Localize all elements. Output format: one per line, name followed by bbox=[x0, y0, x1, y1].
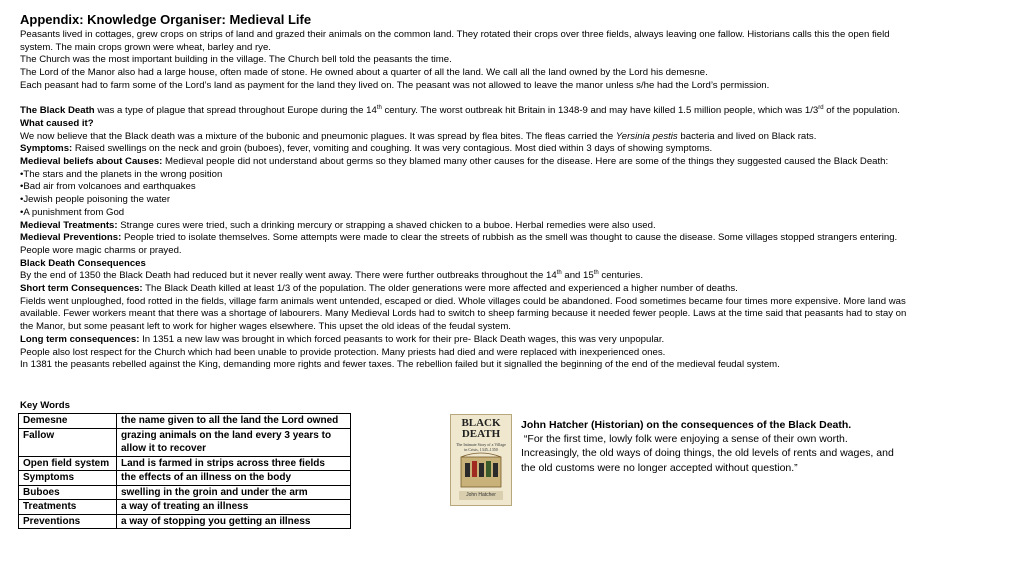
treatments-label: Medieval Treatments: bbox=[20, 219, 118, 231]
short-term-label: Short term Consequences: bbox=[20, 283, 143, 295]
long-term-text: In 1351 a new law was brought in which forced peasants to work for their pre- Black Death wages, this was very unpopular. bbox=[139, 333, 665, 345]
belief-item bbox=[20, 194, 920, 207]
black-death-term: The Black Death bbox=[20, 105, 95, 117]
term-cell: Fallow bbox=[19, 428, 117, 456]
bullet-icon: • bbox=[20, 194, 24, 206]
belief-text: Jewish people poisoning the water bbox=[23, 194, 171, 206]
belief-item bbox=[20, 207, 920, 220]
body-text bbox=[20, 29, 920, 372]
table-row bbox=[19, 456, 351, 471]
definition-cell: a way of stopping you getting an illness bbox=[117, 514, 351, 529]
term-cell: Preventions bbox=[19, 514, 117, 529]
symptoms-label: Symptoms: bbox=[20, 143, 73, 155]
book-author: John Hatcher bbox=[459, 491, 503, 500]
cause-heading bbox=[20, 118, 920, 131]
bacteria-name: Yersinia pestis bbox=[615, 130, 678, 142]
bd-sup: th bbox=[376, 105, 382, 112]
bullet-icon: • bbox=[20, 181, 24, 193]
belief-text: A punishment from God bbox=[23, 206, 125, 218]
belief-item bbox=[20, 181, 920, 194]
consequences-heading bbox=[20, 258, 920, 271]
term-cell: Symptoms bbox=[19, 471, 117, 486]
definition-cell: a way of treating an illness bbox=[117, 500, 351, 515]
book-cover-image bbox=[450, 414, 512, 506]
life-paragraph: Each peasant had to farm some of the Lord’s land as payment for the land they lived on. The peasant was not allowed to leave the manor unless s/he had the Lord’s permission. bbox=[20, 79, 770, 91]
life-paragraph: Peasants lived in cottages, grew crops on strips of land and grazed their animals on the common land. They rotated their crops over three fields, always leaving one fallow. Historians calls this the open field system. The main crops grown were wheat, barley and rye. bbox=[20, 29, 890, 53]
life-paragraph: The Lord of the Manor also had a large house, often made of stone. He owned about a quarter of all the land. We call all the land owned by the Lord his demesne. bbox=[20, 67, 708, 79]
quote-text: “For the first time, lowly folk were enjoying a sense of their own worth. Increasingly, the old ways of doing things, the old levels of rents and wages, and the old customs were no longer accepted without question.” bbox=[521, 433, 894, 474]
historian-quote bbox=[521, 418, 906, 475]
cons-text: and 15 bbox=[561, 270, 594, 282]
short-term-paragraph bbox=[20, 283, 920, 296]
cause-text: bacteria and lived on Black rats. bbox=[677, 130, 817, 142]
page-title: Appendix: Knowledge Organiser: Medieval Life bbox=[20, 12, 312, 27]
beliefs-paragraph bbox=[20, 156, 920, 169]
consequences-heading-text: Black Death Consequences bbox=[20, 257, 146, 269]
table-row bbox=[19, 428, 351, 456]
bd-text: was a type of plague that spread throughout Europe during the 14 bbox=[94, 105, 377, 117]
beliefs-text: Medieval people did not understand about germs so they blamed many other causes for the disease. Here are some of the things they suggested caused the Black Death: bbox=[162, 156, 889, 168]
key-words-table bbox=[18, 413, 351, 529]
life-paragraph: The Church was the most important building in the village. The Church bell told the peasants the time. bbox=[20, 54, 452, 66]
term-cell: Open field system bbox=[19, 456, 117, 471]
table-row bbox=[19, 485, 351, 500]
term-cell: Treatments bbox=[19, 500, 117, 515]
definition-cell: Land is farmed in strips across three fields bbox=[117, 456, 351, 471]
treatments-text: Strange cures were tried, such a drinking mercury or strapping a shaved chicken to a buboe. Herbal remedies were also used. bbox=[117, 219, 656, 231]
consequences-paragraph bbox=[20, 270, 920, 283]
symptoms-paragraph bbox=[20, 143, 920, 156]
cons-sup: th bbox=[556, 270, 562, 277]
definition-cell: the effects of an illness on the body bbox=[117, 471, 351, 486]
quote-heading: John Hatcher (Historian) on the consequences of the Black Death. bbox=[521, 419, 852, 431]
cons-text: By the end of 1350 the Black Death had reduced but it never really went away. There were further outbreaks throughout the 14 bbox=[20, 270, 557, 282]
belief-text: Bad air from volcanoes and earthquakes bbox=[23, 181, 196, 193]
book-subtitle: The Intimate Story of a Village in Crisis, 1345–1350 bbox=[456, 442, 506, 452]
black-death-paragraph bbox=[20, 105, 920, 118]
bd-text: of the population. bbox=[823, 105, 900, 117]
bullet-icon: • bbox=[20, 168, 24, 180]
cause-text: We now believe that the Black death was a mixture of the bubonic and pneumonic plagues. It was spread by flea bites. The fleas carried the bbox=[20, 130, 616, 142]
preventions-text: People tried to isolate themselves. Some attempts were made to clear the streets of rubbish as the smell was thought to cause the disease. Some villages stopped strangers entering. People wore magic charms or prayed. bbox=[20, 232, 898, 256]
preventions-label: Medieval Preventions: bbox=[20, 232, 122, 244]
cause-heading-text: What caused it? bbox=[20, 117, 94, 129]
short-term-text: The Black Death killed at least 1/3 of the population. The older generations were more affected and experienced a higher number of deaths. bbox=[142, 283, 738, 295]
long-term-label: Long term consequences: bbox=[20, 333, 140, 345]
bullet-icon: • bbox=[20, 206, 24, 218]
definition-cell: the name given to all the land the Lord owned bbox=[117, 414, 351, 429]
key-words-title: Key Words bbox=[20, 400, 70, 411]
term-cell: Demesne bbox=[19, 414, 117, 429]
definition-cell: grazing animals on the land every 3 years to allow it to recover bbox=[117, 428, 351, 456]
table-row bbox=[19, 414, 351, 429]
beliefs-label: Medieval beliefs about Causes: bbox=[20, 156, 163, 168]
symptoms-text: Raised swellings on the neck and groin (buboes), fever, vomiting and coughing. It was very contagious. Most died within 3 days of showing symptoms. bbox=[72, 143, 713, 155]
cons-text: centuries. bbox=[598, 270, 644, 282]
cause-paragraph bbox=[20, 131, 920, 144]
treatments-paragraph bbox=[20, 220, 920, 233]
term-cell: Buboes bbox=[19, 485, 117, 500]
table-row bbox=[19, 514, 351, 529]
book-title: BLACK DEATH bbox=[461, 417, 501, 440]
bd-text: century. The worst outbreak hit Britain in 1348-9 and may have killed 1.5 million people, which was 1/3 bbox=[381, 105, 819, 117]
table-row bbox=[19, 500, 351, 515]
table-row bbox=[19, 471, 351, 486]
belief-item bbox=[20, 169, 920, 182]
short-term-detail: Fields went unploughed, food rotted in the fields, village farm animals went untended, escaped or died. Whole villages could be abandoned. Food sometimes became four times more expensive. More land was available. Fewer workers meant that there was a shortage of labourers. Many Medieval Lords had to switch to sheep farming because it needed fewer people. Laws at the time said that peasants had to stay on the Manor, but some peasant left to work for higher wages elsewhere. This upset the old ideas of the feudal system. bbox=[20, 295, 907, 333]
definition-cell: swelling in the groin and under the arm bbox=[117, 485, 351, 500]
long-term-paragraph bbox=[20, 334, 920, 347]
bd-sup: rd bbox=[818, 105, 824, 112]
belief-text: The stars and the planets in the wrong position bbox=[23, 168, 223, 180]
cons-sup: th bbox=[593, 270, 599, 277]
long-term-detail: People also lost respect for the Church which had been unable to provide protection. Many priests had died and were replaced with inexperienced ones. bbox=[20, 346, 666, 358]
long-term-detail: In 1381 the peasants rebelled against the King, demanding more rights and fewer taxes. The rebellion failed but it signalled the beginning of the end of the medieval feudal system. bbox=[20, 359, 780, 371]
preventions-paragraph bbox=[20, 232, 920, 257]
